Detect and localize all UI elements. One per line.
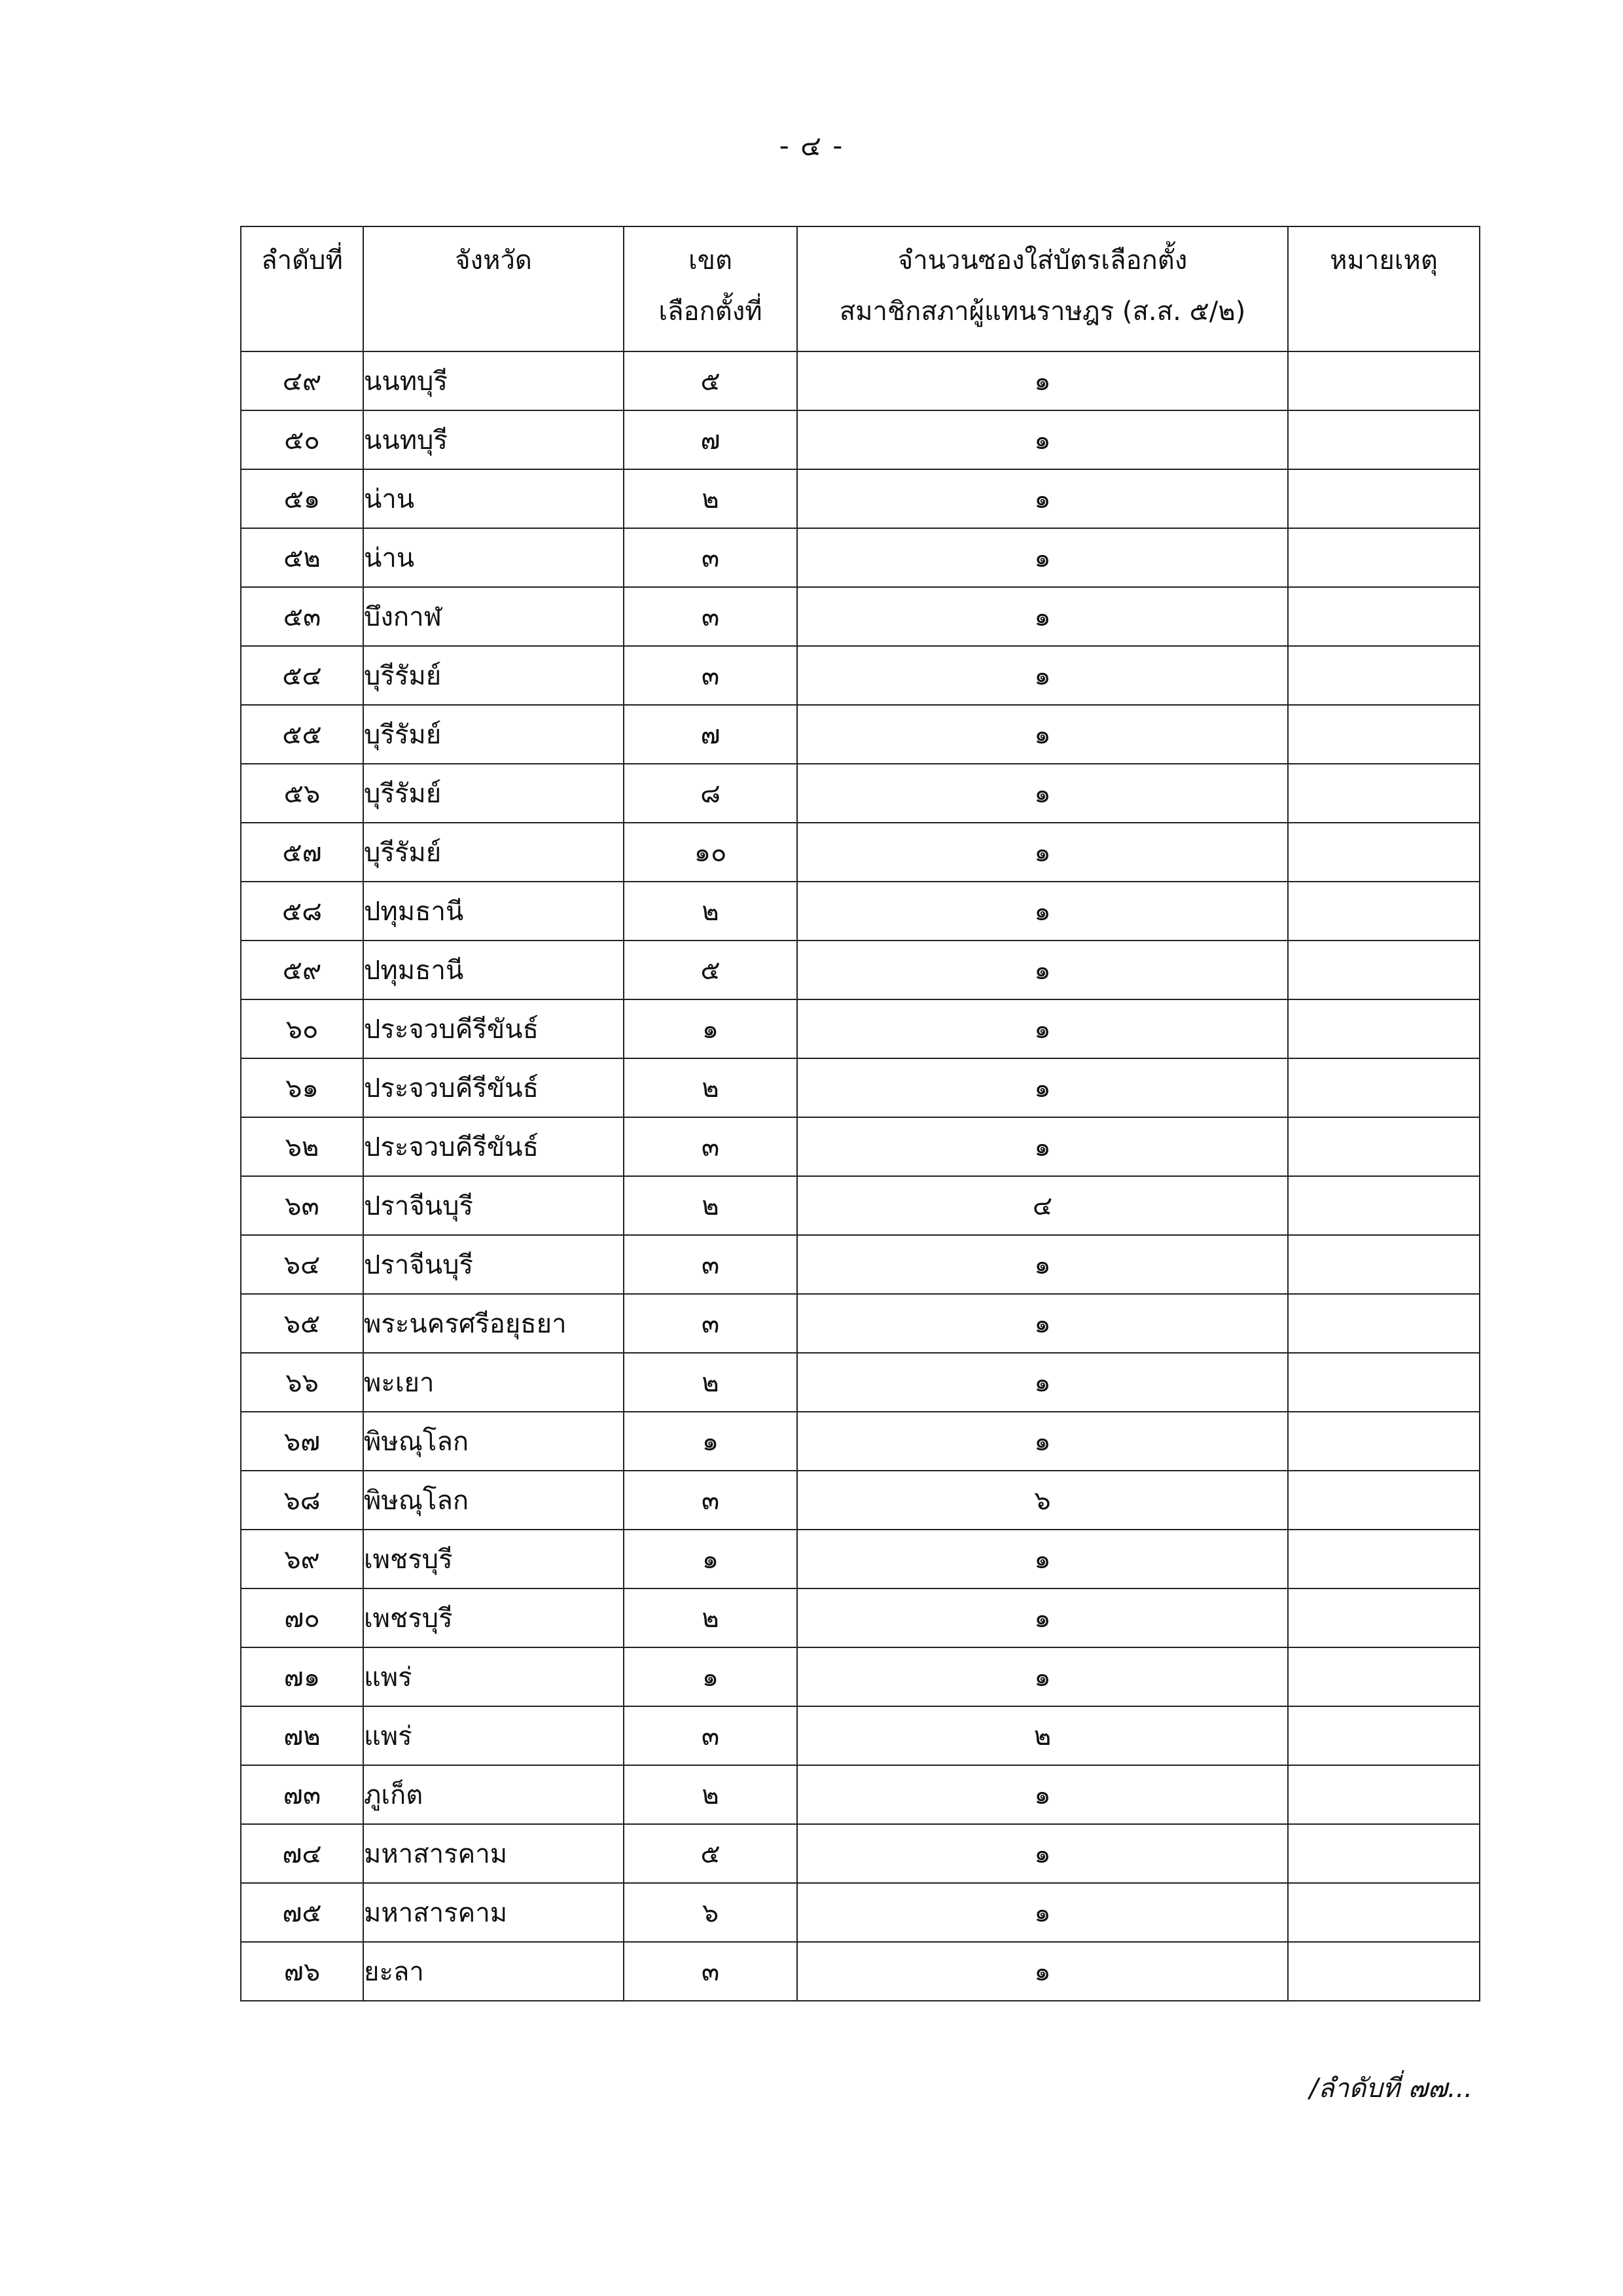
cell-count: ๑ — [797, 1942, 1288, 2001]
table-row — [241, 705, 1480, 764]
cell-count: ๑ — [797, 1883, 1288, 1942]
page-number: - ๔ - — [779, 130, 844, 162]
cell-count: ๑ — [797, 646, 1288, 705]
cell-province: ปทุมธานี — [363, 882, 624, 941]
cell-no: ๖๐ — [241, 999, 363, 1058]
cell-note — [1288, 1530, 1480, 1588]
cell-district: ๒ — [624, 1588, 797, 1647]
header-count-line1: จำนวนซองใส่บัตรเลือกตั้ง — [897, 245, 1188, 276]
cell-note — [1288, 999, 1480, 1058]
cell-province: ปราจีนบุรี — [363, 1235, 624, 1294]
cell-province: น่าน — [363, 469, 624, 528]
cell-no: ๕๒ — [241, 528, 363, 587]
cell-no: ๖๗ — [241, 1412, 363, 1471]
cell-district: ๑ — [624, 1530, 797, 1588]
cell-province: พระนครศรีอยุธยา — [363, 1294, 624, 1353]
cell-note — [1288, 1294, 1480, 1353]
cell-note — [1288, 1412, 1480, 1471]
cell-count: ๔ — [797, 1176, 1288, 1235]
cell-no: ๗๕ — [241, 1883, 363, 1942]
cell-note — [1288, 469, 1480, 528]
cell-note — [1288, 410, 1480, 469]
cell-district: ๕ — [624, 941, 797, 999]
table-row — [241, 1942, 1480, 2001]
cell-district: ๕ — [624, 351, 797, 410]
cell-no: ๖๙ — [241, 1530, 363, 1588]
cell-district: ๒ — [624, 1353, 797, 1412]
cell-note — [1288, 351, 1480, 410]
cell-district: ๒ — [624, 882, 797, 941]
cell-no: ๗๓ — [241, 1765, 363, 1824]
cell-note — [1288, 1117, 1480, 1176]
table-row — [241, 410, 1480, 469]
cell-no: ๕๗ — [241, 823, 363, 882]
cell-district: ๓ — [624, 528, 797, 587]
header-province — [363, 226, 624, 351]
cell-count: ๑ — [797, 469, 1288, 528]
cell-district: ๓ — [624, 1294, 797, 1353]
header-no — [241, 226, 363, 351]
cell-count: ๑ — [797, 1588, 1288, 1647]
cell-note — [1288, 764, 1480, 823]
cell-district: ๓ — [624, 1942, 797, 2001]
cell-province: บุรีรัมย์ — [363, 705, 624, 764]
cell-province: ประจวบคีรีขันธ์ — [363, 1117, 624, 1176]
cell-count: ๑ — [797, 1058, 1288, 1117]
cell-count: ๑ — [797, 1647, 1288, 1706]
cell-count: ๑ — [797, 1117, 1288, 1176]
cell-district: ๑ — [624, 1412, 797, 1471]
table-row — [241, 764, 1480, 823]
cell-district: ๒ — [624, 469, 797, 528]
cell-province: น่าน — [363, 528, 624, 587]
cell-count: ๑ — [797, 1294, 1288, 1353]
cell-note — [1288, 1176, 1480, 1235]
cell-province: บุรีรัมย์ — [363, 823, 624, 882]
table-row — [241, 1412, 1480, 1471]
cell-note — [1288, 646, 1480, 705]
cell-note — [1288, 1235, 1480, 1294]
table-header-row — [241, 226, 1480, 351]
cell-province: ประจวบคีรีขันธ์ — [363, 1058, 624, 1117]
cell-note — [1288, 1471, 1480, 1530]
table-row — [241, 1294, 1480, 1353]
cell-no: ๕๘ — [241, 882, 363, 941]
header-district-line1: เขต — [688, 245, 732, 276]
cell-district: ๕ — [624, 1824, 797, 1883]
table-row — [241, 1824, 1480, 1883]
header-count — [797, 226, 1288, 351]
cell-district: ๓ — [624, 1706, 797, 1765]
cell-count: ๑ — [797, 1765, 1288, 1824]
cell-province: นนทบุรี — [363, 410, 624, 469]
cell-note — [1288, 1883, 1480, 1942]
table-row — [241, 1117, 1480, 1176]
cell-province: เพชรบุรี — [363, 1588, 624, 1647]
cell-district: ๓ — [624, 1117, 797, 1176]
header-no-label: ลำดับที่ — [261, 245, 343, 276]
cell-count: ๖ — [797, 1471, 1288, 1530]
cell-no: ๗๑ — [241, 1647, 363, 1706]
table-row — [241, 1765, 1480, 1824]
cell-province: ปทุมธานี — [363, 941, 624, 999]
table-row — [241, 999, 1480, 1058]
table-row — [241, 469, 1480, 528]
cell-note — [1288, 1824, 1480, 1883]
cell-no: ๕๑ — [241, 469, 363, 528]
cell-note — [1288, 1706, 1480, 1765]
cell-province: พะเยา — [363, 1353, 624, 1412]
ballot-envelope-table — [240, 226, 1480, 2001]
cell-province: มหาสารคาม — [363, 1883, 624, 1942]
cell-no: ๗๖ — [241, 1942, 363, 2001]
cell-no: ๖๘ — [241, 1471, 363, 1530]
cell-note — [1288, 705, 1480, 764]
table-row — [241, 941, 1480, 999]
table-row — [241, 587, 1480, 646]
cell-province: นนทบุรี — [363, 351, 624, 410]
cell-district: ๓ — [624, 1235, 797, 1294]
table-row — [241, 1471, 1480, 1530]
cell-province: บึงกาฬ — [363, 587, 624, 646]
cell-count: ๑ — [797, 587, 1288, 646]
cell-note — [1288, 1942, 1480, 2001]
cell-count: ๑ — [797, 1530, 1288, 1588]
cell-note — [1288, 882, 1480, 941]
cell-district: ๗ — [624, 705, 797, 764]
table-row — [241, 1706, 1480, 1765]
cell-count: ๑ — [797, 882, 1288, 941]
header-district — [624, 226, 797, 351]
cell-district: ๓ — [624, 646, 797, 705]
cell-count: ๑ — [797, 1353, 1288, 1412]
table-row — [241, 1530, 1480, 1588]
cell-count: ๑ — [797, 823, 1288, 882]
cell-no: ๕๙ — [241, 941, 363, 999]
cell-count: ๑ — [797, 941, 1288, 999]
cell-no: ๗๔ — [241, 1824, 363, 1883]
table-row — [241, 1176, 1480, 1235]
cell-province: แพร่ — [363, 1647, 624, 1706]
cell-count: ๑ — [797, 1824, 1288, 1883]
table-row — [241, 1235, 1480, 1294]
cell-district: ๑๐ — [624, 823, 797, 882]
cell-province: พิษณุโลก — [363, 1471, 624, 1530]
cell-district: ๒ — [624, 1176, 797, 1235]
cell-province: บุรีรัมย์ — [363, 646, 624, 705]
table-row — [241, 1883, 1480, 1942]
cell-note — [1288, 528, 1480, 587]
cell-district: ๑ — [624, 1647, 797, 1706]
cell-no: ๕๖ — [241, 764, 363, 823]
cell-note — [1288, 587, 1480, 646]
cell-count: ๑ — [797, 1235, 1288, 1294]
header-note — [1288, 226, 1480, 351]
header-count-line2: สมาชิกสภาผู้แทนราษฎร (ส.ส. ๕/๒) — [839, 296, 1246, 327]
cell-province: ปราจีนบุรี — [363, 1176, 624, 1235]
cell-count: ๑ — [797, 351, 1288, 410]
table-row — [241, 646, 1480, 705]
cell-no: ๖๓ — [241, 1176, 363, 1235]
cell-count: ๑ — [797, 999, 1288, 1058]
table-row — [241, 1353, 1480, 1412]
cell-district: ๓ — [624, 1471, 797, 1530]
cell-count: ๑ — [797, 705, 1288, 764]
cell-district: ๗ — [624, 410, 797, 469]
cell-district: ๑ — [624, 999, 797, 1058]
table-body — [241, 351, 1480, 2001]
cell-note — [1288, 1588, 1480, 1647]
cell-district: ๖ — [624, 1883, 797, 1942]
cell-note — [1288, 823, 1480, 882]
cell-count: ๑ — [797, 764, 1288, 823]
cell-district: ๒ — [624, 1765, 797, 1824]
cell-no: ๖๔ — [241, 1235, 363, 1294]
header-province-label: จังหวัด — [455, 245, 532, 276]
table-row — [241, 823, 1480, 882]
cell-count: ๒ — [797, 1706, 1288, 1765]
cell-note — [1288, 941, 1480, 999]
table-row — [241, 1058, 1480, 1117]
table-row — [241, 1647, 1480, 1706]
cell-province: แพร่ — [363, 1706, 624, 1765]
cell-note — [1288, 1765, 1480, 1824]
cell-no: ๖๖ — [241, 1353, 363, 1412]
cell-note — [1288, 1058, 1480, 1117]
cell-count: ๑ — [797, 1412, 1288, 1471]
header-note-label: หมายเหตุ — [1330, 245, 1438, 276]
cell-count: ๑ — [797, 528, 1288, 587]
table-row — [241, 1588, 1480, 1647]
table-row — [241, 528, 1480, 587]
cell-district: ๓ — [624, 587, 797, 646]
cell-province: บุรีรัมย์ — [363, 764, 624, 823]
cell-province: มหาสารคาม — [363, 1824, 624, 1883]
cell-province: ประจวบคีรีขันธ์ — [363, 999, 624, 1058]
cell-no: ๖๕ — [241, 1294, 363, 1353]
cell-no: ๗๐ — [241, 1588, 363, 1647]
cell-note — [1288, 1353, 1480, 1412]
cell-no: ๕๐ — [241, 410, 363, 469]
cell-no: ๕๓ — [241, 587, 363, 646]
cell-province: ยะลา — [363, 1942, 624, 2001]
cell-no: ๖๑ — [241, 1058, 363, 1117]
cell-no: ๗๒ — [241, 1706, 363, 1765]
table-row — [241, 351, 1480, 410]
cell-no: ๔๙ — [241, 351, 363, 410]
cell-no: ๕๕ — [241, 705, 363, 764]
cell-count: ๑ — [797, 410, 1288, 469]
cell-province: เพชรบุรี — [363, 1530, 624, 1588]
table-row — [241, 882, 1480, 941]
continuation-note: /ลำดับที่ ๗๗... — [1309, 2073, 1472, 2104]
cell-province: ภูเก็ต — [363, 1765, 624, 1824]
cell-district: ๘ — [624, 764, 797, 823]
cell-no: ๖๒ — [241, 1117, 363, 1176]
cell-province: พิษณุโลก — [363, 1412, 624, 1471]
header-district-line2: เลือกตั้งที่ — [658, 296, 762, 327]
cell-note — [1288, 1647, 1480, 1706]
cell-no: ๕๔ — [241, 646, 363, 705]
cell-district: ๒ — [624, 1058, 797, 1117]
